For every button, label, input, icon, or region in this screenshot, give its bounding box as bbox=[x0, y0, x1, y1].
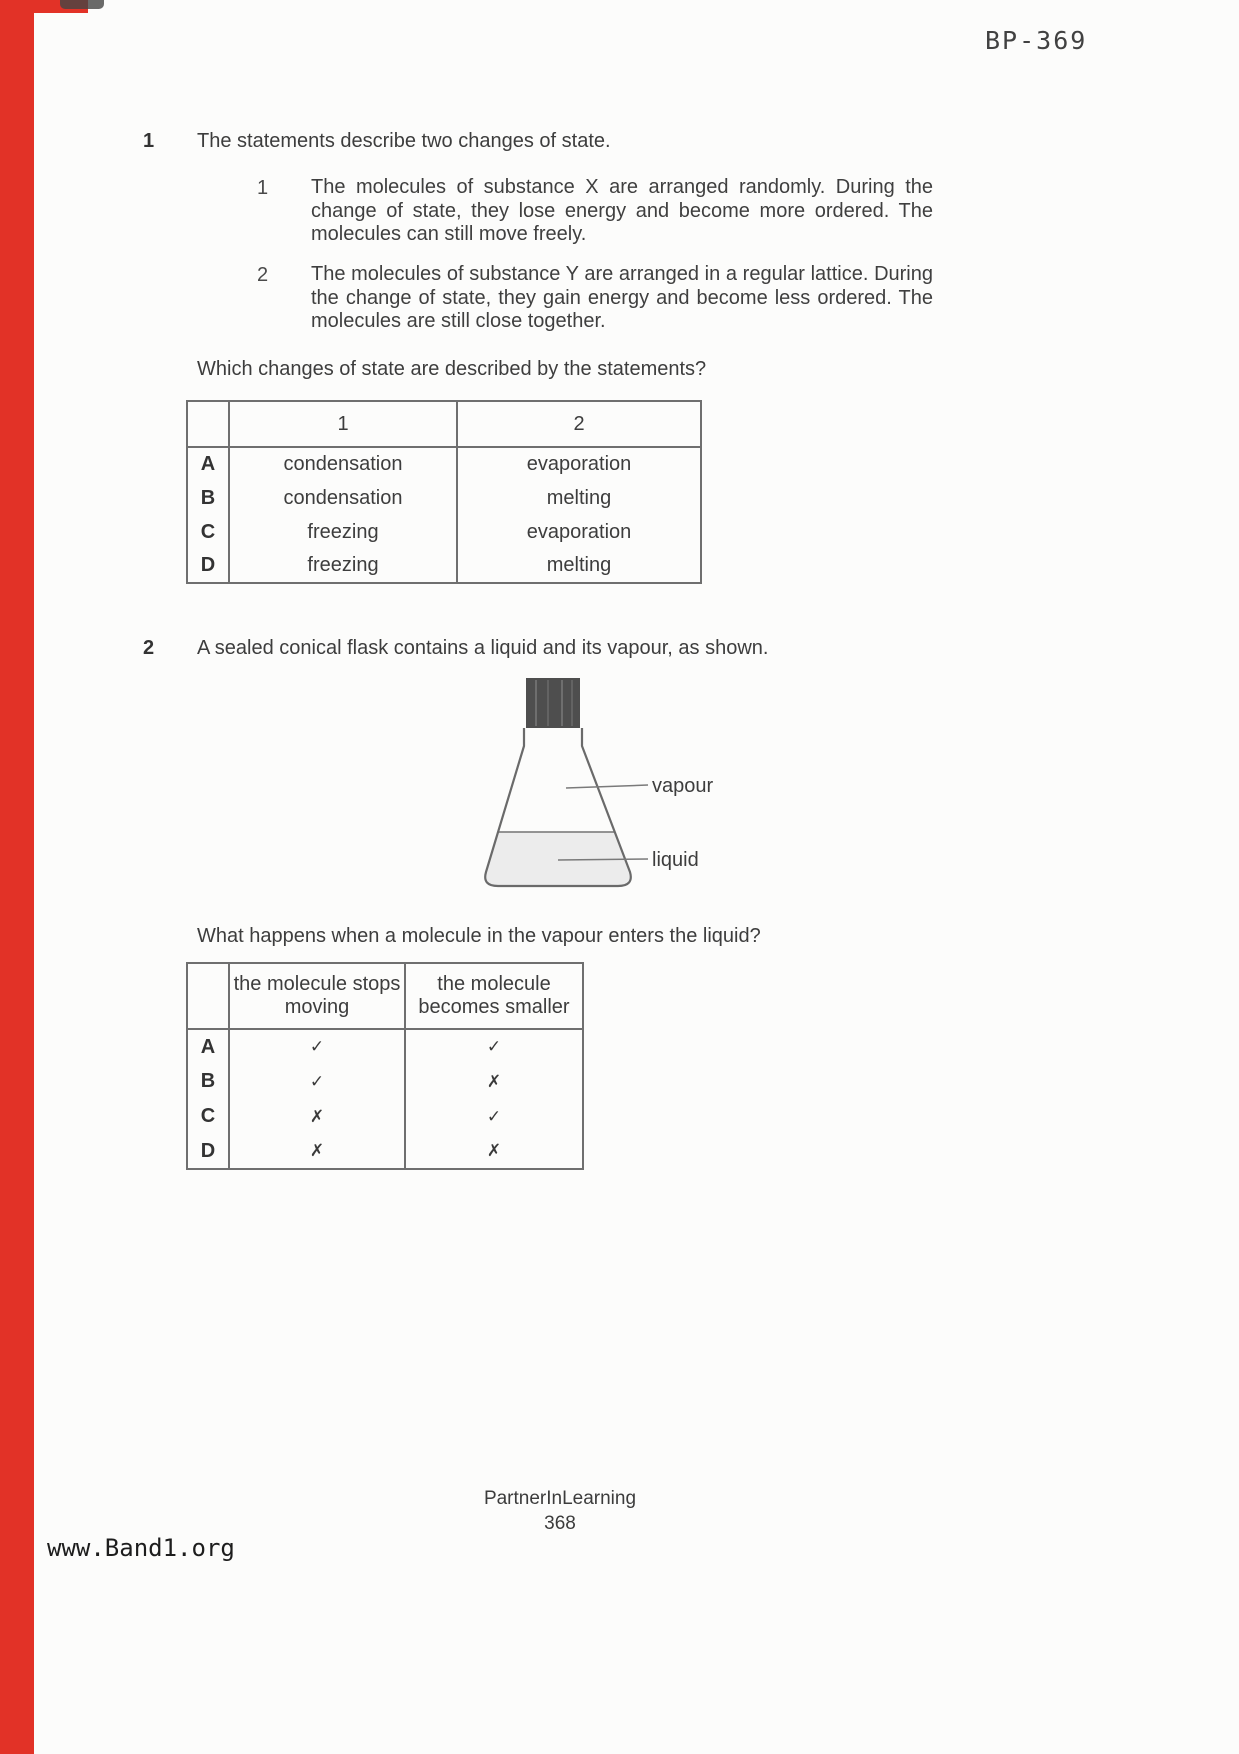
option-label: C bbox=[200, 1105, 216, 1127]
vapour-label: vapour bbox=[652, 775, 714, 797]
option-label: B bbox=[200, 1070, 216, 1092]
option-value: melting bbox=[457, 549, 701, 583]
q1-header-blank bbox=[187, 401, 229, 447]
option-label: A bbox=[200, 453, 216, 475]
statement-2-number: 2 bbox=[257, 264, 269, 286]
q2-answer-table bbox=[186, 962, 584, 1170]
table-row bbox=[187, 1134, 583, 1169]
cross-mark: ✗ bbox=[405, 1064, 583, 1099]
table-row bbox=[187, 515, 701, 549]
option-value: condensation bbox=[229, 481, 457, 515]
option-label: D bbox=[200, 554, 216, 576]
statement-2-text: The molecules of substance Y are arranged in a regular lattice. During the change of state, they gain energy and become less ordered. The molecules are still close together. bbox=[311, 263, 933, 332]
table-row bbox=[187, 549, 701, 583]
option-value: evaporation bbox=[457, 515, 701, 549]
table-row bbox=[187, 1099, 583, 1134]
statement-1-number: 1 bbox=[257, 177, 269, 199]
liquid-pointer-line bbox=[558, 859, 648, 860]
q1-header-col1: 1 bbox=[229, 401, 457, 447]
q1-intro: The statements describe two changes of state. bbox=[197, 130, 611, 152]
flask-diagram bbox=[470, 670, 720, 910]
footer-page-number: 368 bbox=[544, 1513, 576, 1534]
option-label: A bbox=[200, 1035, 216, 1058]
flask-stopper-icon bbox=[526, 678, 580, 728]
q2-header-blank bbox=[187, 963, 229, 1029]
table-row bbox=[187, 447, 701, 481]
option-label: B bbox=[200, 486, 216, 509]
option-value: freezing bbox=[229, 515, 457, 549]
q2-table-header-row bbox=[187, 963, 583, 1029]
q2-question: What happens when a molecule in the vapour enters the liquid? bbox=[197, 925, 761, 947]
option-label: C bbox=[200, 520, 216, 543]
option-value: freezing bbox=[229, 549, 457, 583]
tick-mark: ✓ bbox=[229, 1064, 405, 1099]
q1-table-header-row bbox=[187, 401, 701, 447]
q1-question: Which changes of state are described by the statements? bbox=[197, 358, 707, 380]
table-row bbox=[187, 1064, 583, 1099]
table-row bbox=[187, 481, 701, 515]
tick-mark: ✓ bbox=[229, 1029, 405, 1064]
scan-red-strip bbox=[0, 0, 34, 1754]
q1-number: 1 bbox=[143, 130, 155, 152]
q2-number: 2 bbox=[143, 637, 155, 659]
cross-mark: ✗ bbox=[229, 1099, 405, 1134]
q2-intro: A sealed conical flask contains a liquid and its vapour, as shown. bbox=[197, 637, 769, 659]
option-value: condensation bbox=[229, 447, 457, 481]
option-value: evaporation bbox=[457, 447, 701, 481]
cross-mark: ✗ bbox=[405, 1134, 583, 1169]
vapour-pointer-line bbox=[566, 785, 648, 788]
option-value: melting bbox=[457, 481, 701, 515]
tick-mark: ✓ bbox=[405, 1099, 583, 1134]
scan-smudge bbox=[60, 0, 104, 9]
q2-header-col1: the molecule stops moving bbox=[229, 963, 405, 1029]
liquid-label: liquid bbox=[652, 849, 699, 871]
footer-partner: PartnerInLearning bbox=[483, 1488, 637, 1509]
option-label: D bbox=[200, 1139, 216, 1162]
tick-mark: ✓ bbox=[405, 1029, 583, 1064]
statement-1-text: The molecules of substance X are arranged randomly. During the change of state, they lose energy and become more ordered. The molecules can still move freely. bbox=[311, 176, 933, 245]
table-row bbox=[187, 1029, 583, 1064]
paper-code: BP-369 bbox=[985, 26, 1088, 55]
q1-answer-table bbox=[186, 400, 702, 584]
footer-website: www.Band1.org bbox=[47, 1534, 235, 1562]
q2-header-col2: the molecule becomes smaller bbox=[405, 963, 583, 1029]
q1-header-col2: 2 bbox=[457, 401, 701, 447]
cross-mark: ✗ bbox=[229, 1134, 405, 1169]
